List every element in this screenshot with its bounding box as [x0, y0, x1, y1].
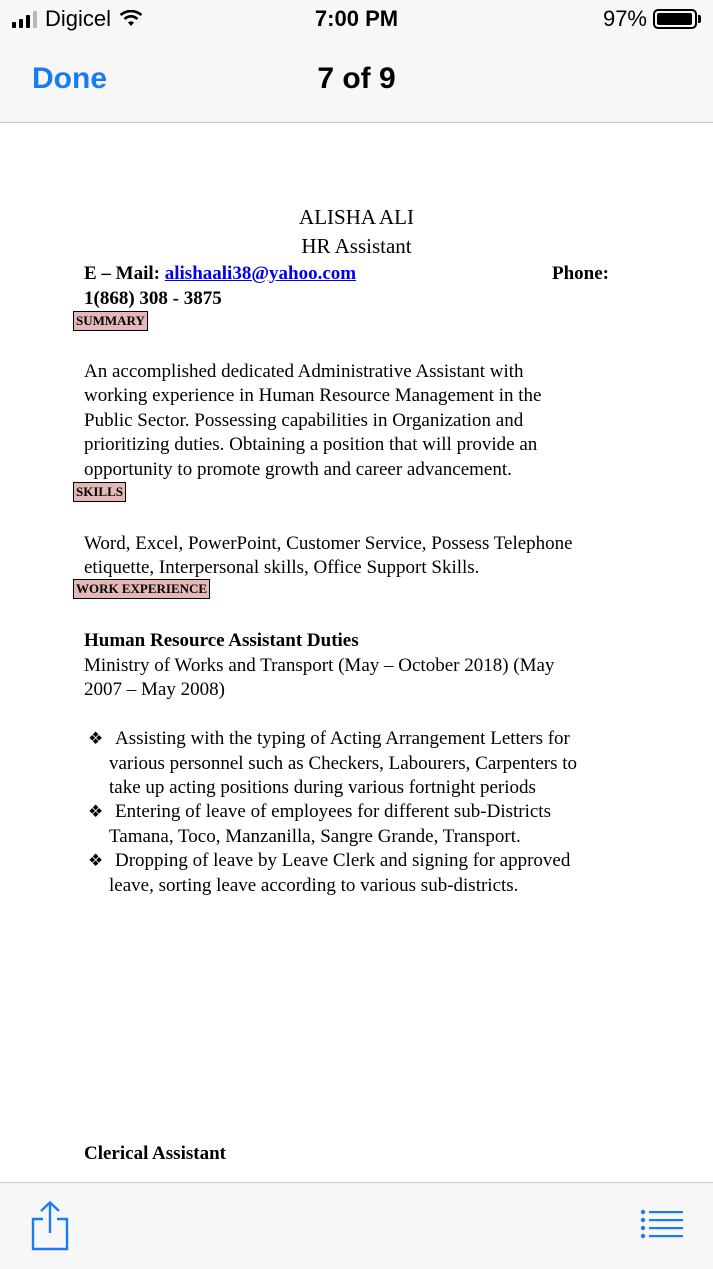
- summary-heading: SUMMARY: [73, 311, 148, 331]
- summary-line: opportunity to promote growth and career advancement.: [84, 459, 512, 480]
- skills-line: Word, Excel, PowerPoint, Customer Service, Possess Telephone: [84, 533, 573, 554]
- phone-label: Phone:: [552, 263, 609, 284]
- bullet-text: various personnel such as Checkers, Labourers, Carpenters to: [109, 753, 577, 774]
- phone-number: 1(868) 308 - 3875: [84, 288, 222, 309]
- summary-line: An accomplished dedicated Administrative Assistant with: [84, 361, 524, 382]
- status-bar: [0, 0, 713, 40]
- job-employer-line: Ministry of Works and Transport (May – October 2018) (May: [84, 655, 555, 676]
- job-title: Clerical Assistant: [84, 1143, 226, 1164]
- work-experience-heading: WORK EXPERIENCE: [73, 579, 210, 599]
- bottom-toolbar: [0, 1182, 713, 1269]
- battery-icon: [653, 9, 697, 29]
- email-link[interactable]: alishaali38@yahoo.com: [164, 263, 357, 284]
- share-icon[interactable]: [30, 1201, 70, 1251]
- list-icon[interactable]: [640, 1209, 684, 1239]
- battery-percent: 97%: [602, 6, 647, 31]
- skills-line: etiquette, Interpersonal skills, Office Support Skills.: [84, 557, 480, 578]
- skills-heading: SKILLS: [73, 482, 126, 502]
- status-right: [603, 6, 701, 32]
- bullet-icon: ❖: [88, 802, 104, 821]
- email-line: [84, 262, 356, 286]
- navigation-bar: [0, 40, 713, 123]
- email-label: E – Mail:: [84, 263, 160, 284]
- document-page[interactable]: [0, 123, 713, 1181]
- bullet-text: Entering of leave of employees for different sub-Districts: [115, 801, 551, 822]
- page-counter-title: 7 of 9: [317, 62, 396, 95]
- resume-name: ALISHA ALI: [299, 205, 414, 229]
- bullet-text: Assisting with the typing of Acting Arrangement Letters for: [115, 728, 570, 749]
- status-time: 7:00 PM: [314, 6, 399, 31]
- summary-line: prioritizing duties. Obtaining a position that will provide an: [84, 434, 538, 455]
- summary-line: Public Sector. Possessing capabilities in Organization and: [84, 410, 524, 431]
- carrier-name: Digicel: [45, 6, 112, 31]
- bullet-text: Tamana, Toco, Manzanilla, Sangre Grande, Transport.: [109, 826, 521, 847]
- bullet-icon: ❖: [88, 729, 104, 748]
- job-title: Human Resource Assistant Duties: [84, 630, 359, 651]
- done-button[interactable]: Done: [32, 62, 107, 95]
- battery-tip: [698, 15, 701, 23]
- bullet-icon: ❖: [88, 851, 104, 870]
- summary-line: working experience in Human Resource Management in the: [84, 385, 542, 406]
- job-employer-line: 2007 – May 2008): [84, 679, 225, 700]
- bullet-text: take up acting positions during various fortnight periods: [109, 777, 536, 798]
- resume-role: HR Assistant: [301, 234, 412, 258]
- bullet-text: leave, sorting leave according to various sub-districts.: [109, 875, 519, 896]
- bullet-text: Dropping of leave by Leave Clerk and signing for approved: [115, 850, 571, 871]
